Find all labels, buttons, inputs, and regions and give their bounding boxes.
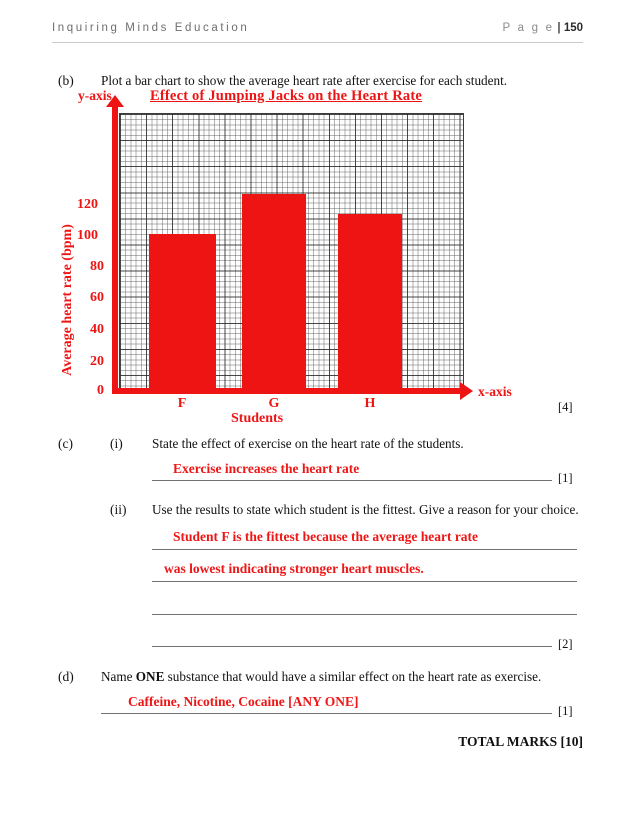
answer-line-c-ii-3 <box>152 614 577 615</box>
question-b-marks: [4] <box>558 400 573 414</box>
x-axis-arrow-icon <box>460 382 473 400</box>
page-separator: | <box>557 22 561 34</box>
total-marks: TOTAL MARKS [10] <box>458 734 583 749</box>
answer-c-i: Exercise increases the heart rate <box>173 461 360 476</box>
page-label: P a g e <box>502 22 555 34</box>
x-category-g: G <box>268 396 280 411</box>
x-axis-line <box>112 388 463 394</box>
question-c-i-label: (i) <box>110 436 123 451</box>
answer-d: Caffeine, Nicotine, Cocaine [ANY ONE] <box>128 694 359 709</box>
answer-line-d <box>101 713 552 714</box>
x-axis-title: Students <box>231 411 284 426</box>
question-b-text: Plot a bar chart to show the average heart rate after exercise for each student. <box>101 73 508 88</box>
answer-line-c-i <box>152 480 552 481</box>
header-title: Inquiring Minds Education <box>52 22 250 34</box>
question-c-ii-text: Use the results to state which student is the fittest. Give a reason for your choice. <box>152 502 579 517</box>
x-category-h: H <box>364 396 376 411</box>
question-c-i-text: State the effect of exercise on the heart rate of the students. <box>152 436 464 451</box>
answer-line-c-ii-4 <box>152 646 552 647</box>
page-number: 150 <box>563 22 583 34</box>
question-d-text-after: substance that would have a similar effect on the heart rate as exercise. <box>167 669 542 684</box>
question-c-ii-label: (ii) <box>110 502 127 517</box>
question-c-i-marks: [1] <box>558 471 573 485</box>
bar-h <box>338 214 402 393</box>
y-tick-0: 0 <box>97 383 104 398</box>
y-tick-60: 60 <box>90 290 104 305</box>
question-d-text-emphasis: ONE <box>135 669 165 684</box>
y-axis-tag: y-axis <box>78 88 112 103</box>
question-d-marks: [1] <box>558 704 573 718</box>
y-tick-20: 20 <box>90 354 104 369</box>
x-category-f: F <box>177 396 187 411</box>
bar-f <box>149 234 216 393</box>
y-tick-120: 120 <box>77 197 98 212</box>
question-b-label: (b) <box>58 73 74 88</box>
y-axis-title: Average heart rate (bpm) <box>60 224 75 376</box>
y-tick-40: 40 <box>90 322 104 337</box>
question-d-label: (d) <box>58 669 74 684</box>
question-c-ii-marks: [2] <box>558 637 573 651</box>
answer-c-ii-line-1: Student F is the fittest because the average heart rate <box>173 529 479 544</box>
answer-line-c-ii-2 <box>152 581 577 582</box>
y-axis-arrow-icon <box>106 95 124 107</box>
question-d-text-before: Name <box>101 669 133 684</box>
answer-c-ii-line-2: was lowest indicating stronger heart muscles. <box>164 561 424 576</box>
graph-paper-grid <box>119 113 464 394</box>
x-axis-tag: x-axis <box>478 384 512 399</box>
chart-title: Effect of Jumping Jacks on the Heart Rate <box>150 88 422 104</box>
question-c-label: (c) <box>58 436 73 451</box>
y-tick-100: 100 <box>77 228 98 243</box>
bar-g <box>242 194 306 393</box>
y-axis-line <box>112 104 118 393</box>
y-tick-80: 80 <box>90 259 104 274</box>
question-d-text <box>101 669 541 685</box>
answer-line-c-ii-1 <box>152 549 577 550</box>
